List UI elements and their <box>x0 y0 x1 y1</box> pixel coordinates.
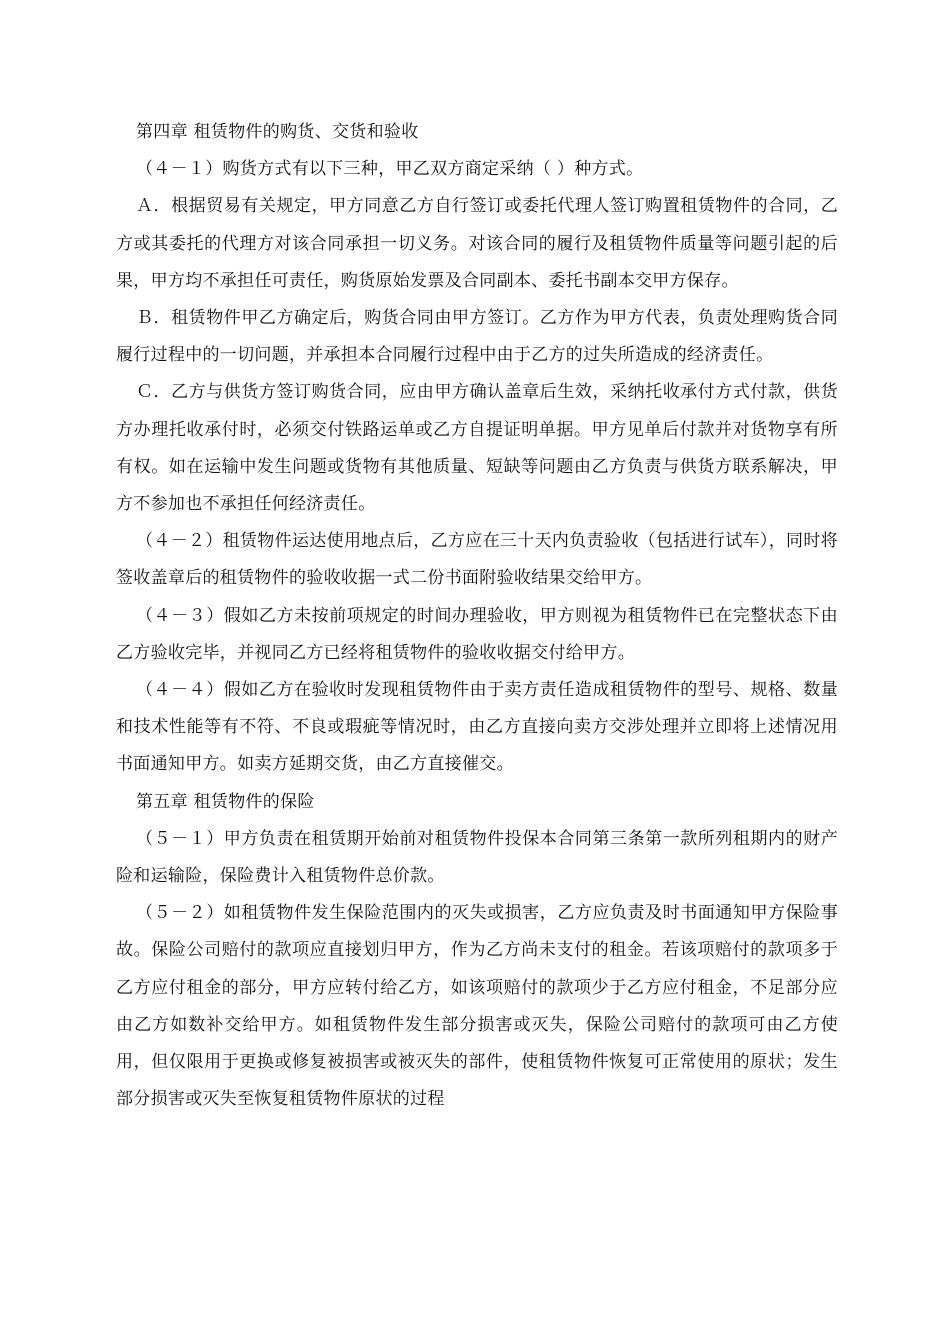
chapter-5-heading: 第五章 租赁物件的保险 <box>136 791 315 812</box>
document-body <box>116 114 838 1118</box>
clause-4-1-option-c: Ｃ．乙方与供货方签订购货合同，应由甲方确认盖章后生效，采纳托收承付方式付款，供货方办理托收承付时，必须交付铁路运单或乙方自提证明单据。甲方见单后付款并对货物享有所有权。如在运输中发生问题或货物有其他质量、短缺等问题由乙方负责与供货方联系解决，甲方不参加也不承担任何经济责任。 <box>116 382 838 515</box>
clause-4-1: （４－１）购货方式有以下三种，甲乙双方商定采纳（ ）种方式。 <box>136 159 644 180</box>
clause-5-1: （５－１）甲方负责在租赁期开始前对租赁物件投保本合同第三条第一款所列租期内的财产险和运输险，保险费计入租赁物件总价款。 <box>116 828 838 887</box>
clause-4-4: （４－４）假如乙方在验收时发现租赁物件由于卖方责任造成租赁物件的型号、规格、数量和技术性能等有不符、不良或瑕疵等情况时，由乙方直接向卖方交涉处理并立即将上述情况用书面通知甲方。如卖方延期交货，由乙方直接催交。 <box>116 680 838 775</box>
clause-5-2: （５－２）如租赁物件发生保险范围内的灭失或损害，乙方应负责及时书面通知甲方保险事故。保险公司赔付的款项应直接划归甲方，作为乙方尚未支付的租金。若该项赔付的款项多于乙方应付租金的部分，甲方应转付给乙方，如该项赔付的款项少于乙方应付租金，不足部分应由乙方如数补交给甲方。如租赁物件发生部分损害或灭失，保险公司赔付的款项可由乙方使用，但仅限用于更换或修复被损害或被灭失的部件，使租赁物件恢复可正常使用的原状；发生部分损害或灭失至恢复租赁物件原状的过程 <box>116 903 838 1110</box>
clause-4-1-option-a: Ａ．根据贸易有关规定，甲方同意乙方自行签订或委托代理人签订购置租赁物件的合同，乙方或其委托的代理方对该合同承担一切义务。对该合同的履行及租赁物件质量等问题引起的后果，甲方均不承担任可责任，购货原始发票及合同副本、委托书副本交甲方保存。 <box>116 196 838 291</box>
clause-4-3: （４－３）假如乙方未按前项规定的时间办理验收，甲方则视为租赁物件已在完整状态下由乙方验收完毕，并视同乙方已经将租赁物件的验收收据交付给甲方。 <box>116 605 838 663</box>
chapter-4-heading: 第四章 租赁物件的购货、交货和验收 <box>136 122 419 142</box>
clause-4-1-option-b: Ｂ．租赁物件甲乙方确定后，购货合同由甲方签订。乙方作为甲方代表，负责处理购货合同履行过程中的一切问题，并承担本合同履行过程中由于乙方的过失所造成的经济责任。 <box>116 308 838 366</box>
clause-4-2: （４－２）租赁物件运达使用地点后，乙方应在三十天内负责验收（包括进行试车），同时将签收盖章后的租赁物件的验收收据一式二份书面附验收结果交给甲方。 <box>116 531 838 589</box>
